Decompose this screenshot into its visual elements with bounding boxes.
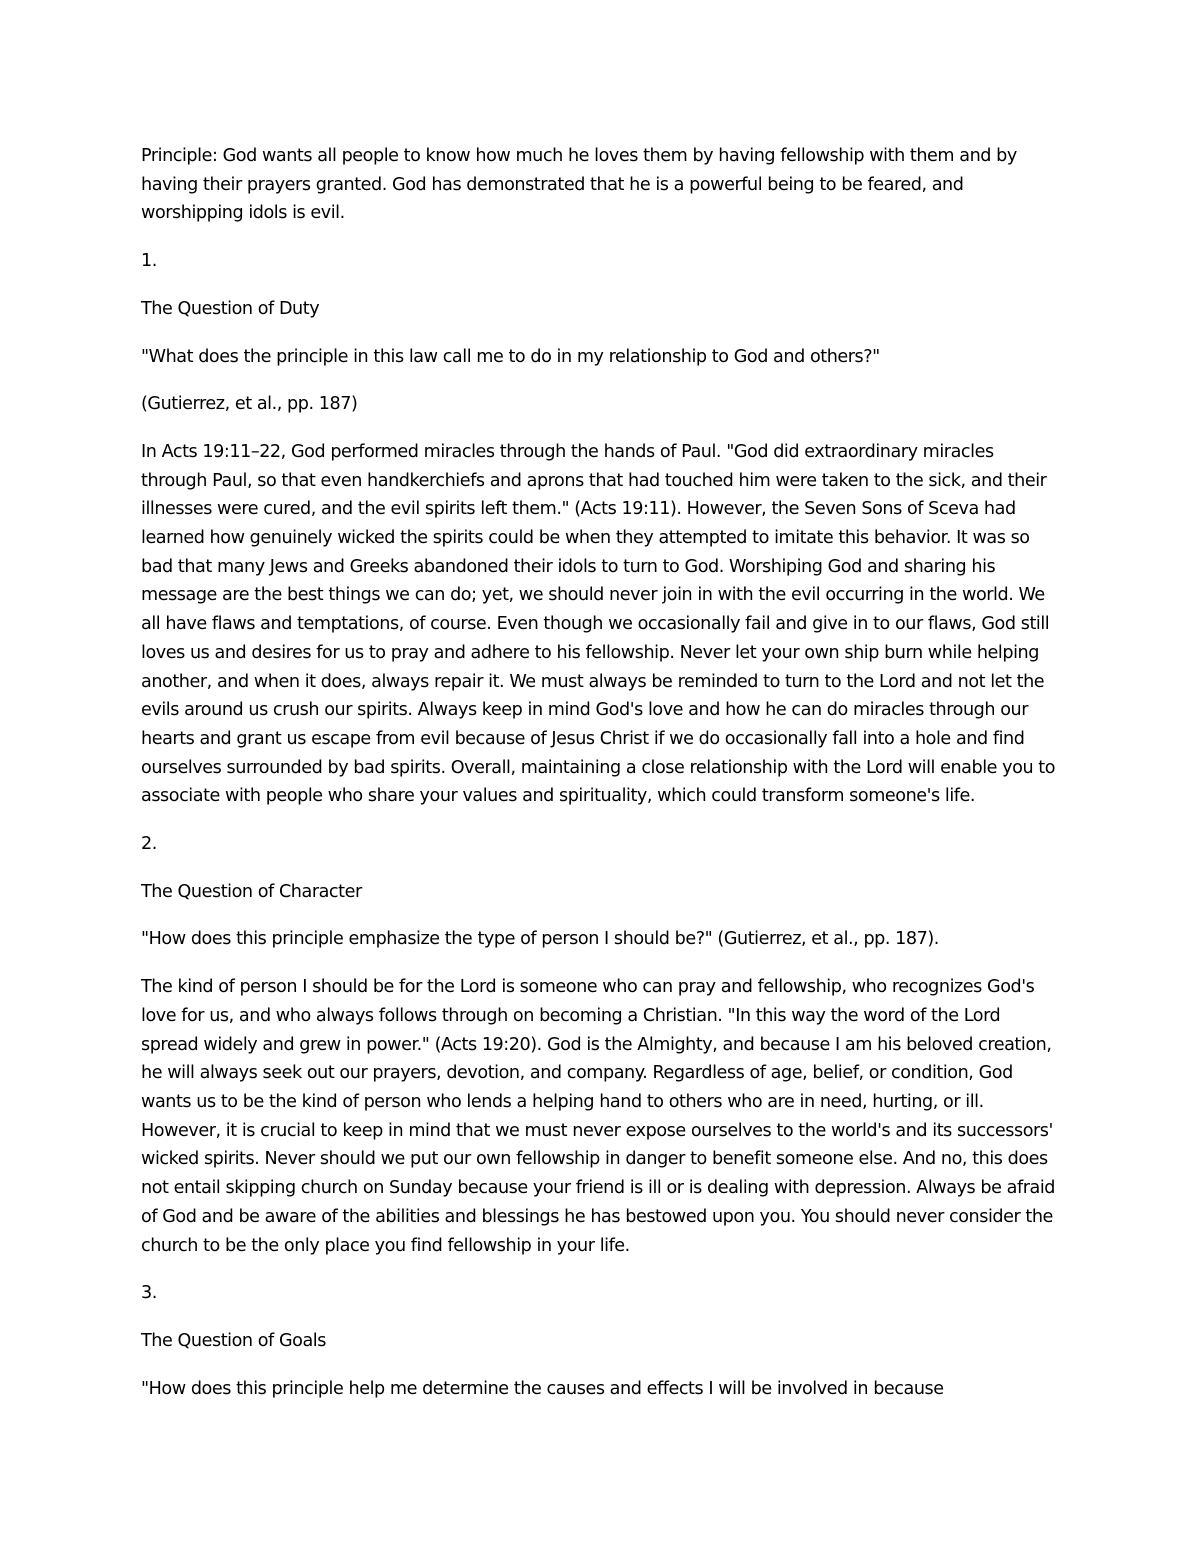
section-2-heading: The Question of Character <box>141 881 362 902</box>
section-1-heading: The Question of Duty <box>141 298 320 319</box>
section-2-quote: "How does this principle emphasize the type of person I should be?" (Gutierrez, et al., pp. 187). <box>141 929 939 950</box>
section-3-number: 3. <box>141 1283 157 1304</box>
section-3-quote: "How does this principle help me determine the causes and effects I will be involved in because <box>141 1378 944 1399</box>
section-1-citation: (Gutierrez, et al., pp. 187) <box>141 394 358 415</box>
principle-statement: Principle: God wants all people to know how much he loves them by having fellowship with them and by having their prayers granted. God has demonstrated that he is a powerful being to be feared, and worshipping idols is evil. <box>141 146 1017 224</box>
section-1-number: 1. <box>141 251 157 272</box>
section-1-body: In Acts 19:11–22, God performed miracles through the hands of Paul. "God did extraordinary miracles through Paul, so that even handkerchiefs and aprons that had touched him were taken to the sick, and their illnesses were cured, and the evil spirits left them." (Acts 19:11). However, the Seven Sons of Sceva had learned how genuinely wicked the spirits could be when they attempted to imitate this behavior. It was so bad that many Jews and Greeks abandoned their idols to turn to God. Worshiping God and sharing his message are the best things we can do; yet, we should never join in with the evil occurring in the world. We all have flaws and temptations, of course. Even though we occasionally fail and give in to our flaws, God still loves us and desires for us to pray and adhere to his fellowship. Never let your own ship burn while helping another, and when it does, always repair it. We must always be reminded to turn to the Lord and not let the evils around us crush our spirits. Always keep in mind God's love and how he can do miracles through our hearts and grant us escape from evil because of Jesus Christ if we do occasionally fall into a hole and find ourselves surrounded by bad spirits. Overall, maintaining a close relationship with the Lord will enable you to associate with people who share your values and spirituality, which could transform someone's life. <box>141 441 1056 807</box>
section-2-body: The kind of person I should be for the Lord is someone who can pray and fellowship, who recognizes God's love for us, and who always follows through on becoming a Christian. "In this way the word of the Lord spread widely and grew in power." (Acts 19:20). God is the Almighty, and because I am his beloved creation, he will always seek out our prayers, devotion, and company. Regardless of age, belief, or condition, God wants us to be the kind of person who lends a helping hand to others who are in need, hurting, or ill. However, it is crucial to keep in mind that we must never expose ourselves to the world's and its successors' wicked spirits. Never should we put our own fellowship in danger to benefit someone else. And no, this does not entail skipping church on Sunday because your friend is ill or is dealing with depression. Always be afraid of God and be aware of the abilities and blessings he has bestowed upon you. You should never consider the church to be the only place you find fellowship in your life. <box>141 977 1055 1256</box>
section-2-number: 2. <box>141 834 157 855</box>
section-3-heading: The Question of Goals <box>141 1330 326 1351</box>
section-1-quote: "What does the principle in this law call me to do in my relationship to God and others?" <box>141 346 880 367</box>
